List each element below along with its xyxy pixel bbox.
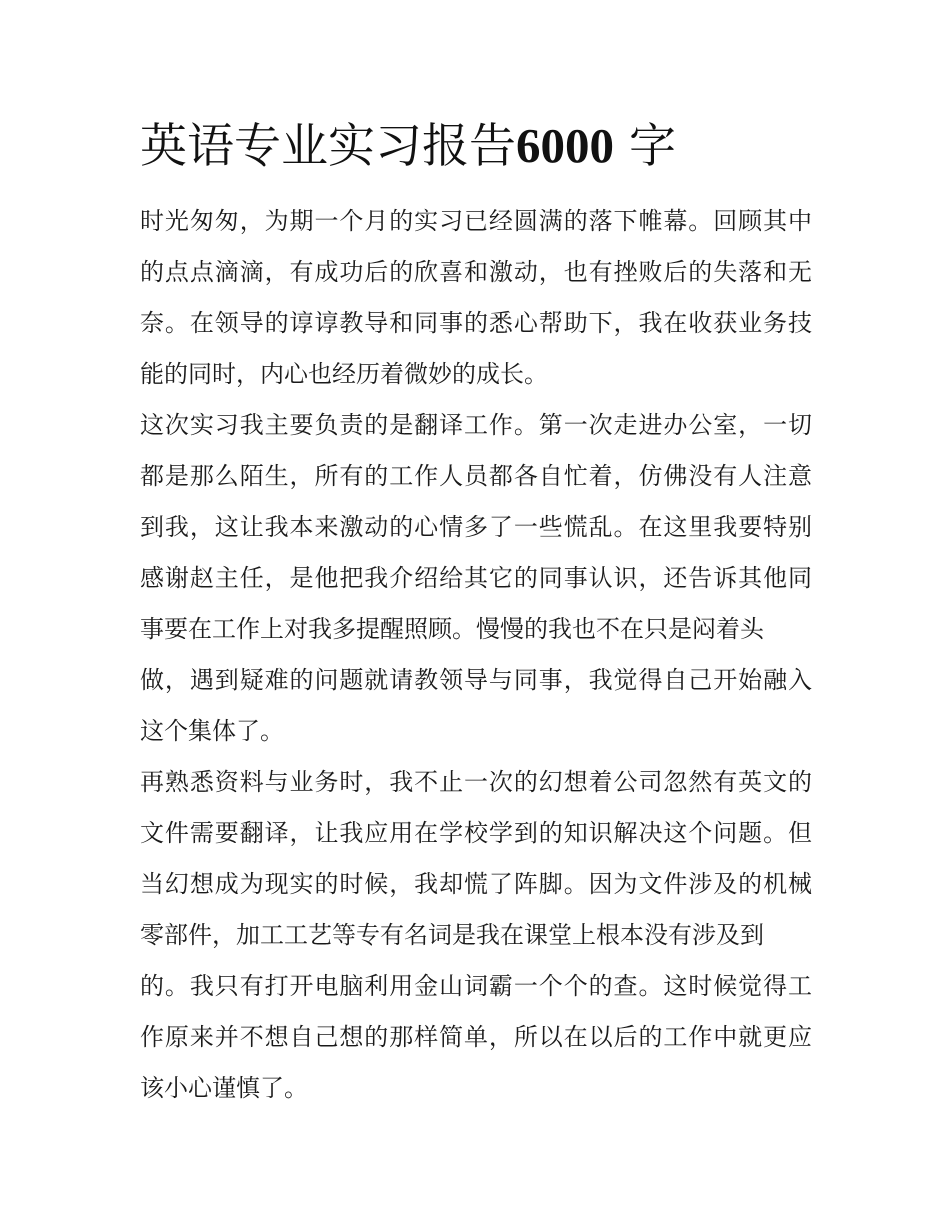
text-line: 作原来并不想自己想的那样简单，所以在以后的工作中就更应	[140, 1023, 812, 1051]
paragraph-1	[140, 196, 812, 400]
text-line: 都是那么陌生，所有的工作人员都各自忙着，仿佛没有人注意	[140, 462, 812, 490]
text-line: 感谢赵主任，是他把我介绍给其它的同事认识，还告诉其他同	[140, 564, 812, 592]
text-line: 时光匆匆，为期一个月的实习已经圆满的落下帷幕。回顾其中	[140, 207, 812, 235]
text-line: 再熟悉资料与业务时，我不止一次的幻想着公司忽然有英文的	[140, 768, 812, 796]
text-line: 的。我只有打开电脑利用金山词霸一个个的查。这时候觉得工	[140, 972, 812, 1000]
document-title	[140, 116, 820, 177]
paragraph-3	[140, 757, 812, 1114]
text-line: 零部件，加工工艺等专有名词是我在课堂上根本没有涉及到	[140, 921, 764, 949]
text-line: 到我，这让我本来激动的心情多了一些慌乱。在这里我要特别	[140, 513, 812, 541]
title-text: 英语专业实习报告	[140, 119, 516, 174]
text-line: 奈。在领导的谆谆教导和同事的悉心帮助下，我在收获业务技	[140, 309, 812, 337]
text-line: 文件需要翻译，让我应用在学校学到的知识解决这个问题。但	[140, 819, 812, 847]
text-line: 这次实习我主要负责的是翻译工作。第一次走进办公室，一切	[140, 411, 812, 439]
text-line: 做，遇到疑难的问题就请教领导与同事，我觉得自己开始融入	[140, 666, 812, 694]
text-line: 该小心谨慎了。	[140, 1074, 308, 1102]
document-body	[140, 196, 812, 1114]
paragraph-2	[140, 400, 812, 757]
title-number: 6000	[516, 118, 614, 173]
text-line: 这个集体了。	[140, 717, 284, 745]
text-line: 事要在工作上对我多提醒照顾。慢慢的我也不在只是闷着头	[140, 615, 764, 643]
text-line: 当幻想成为现实的时候，我却慌了阵脚。因为文件涉及的机械	[140, 870, 812, 898]
text-line: 的点点滴滴，有成功后的欣喜和激动，也有挫败后的失落和无	[140, 258, 812, 286]
text-line: 能的同时，内心也经历着微妙的成长。	[140, 360, 548, 388]
title-suffix: 字	[628, 119, 676, 174]
